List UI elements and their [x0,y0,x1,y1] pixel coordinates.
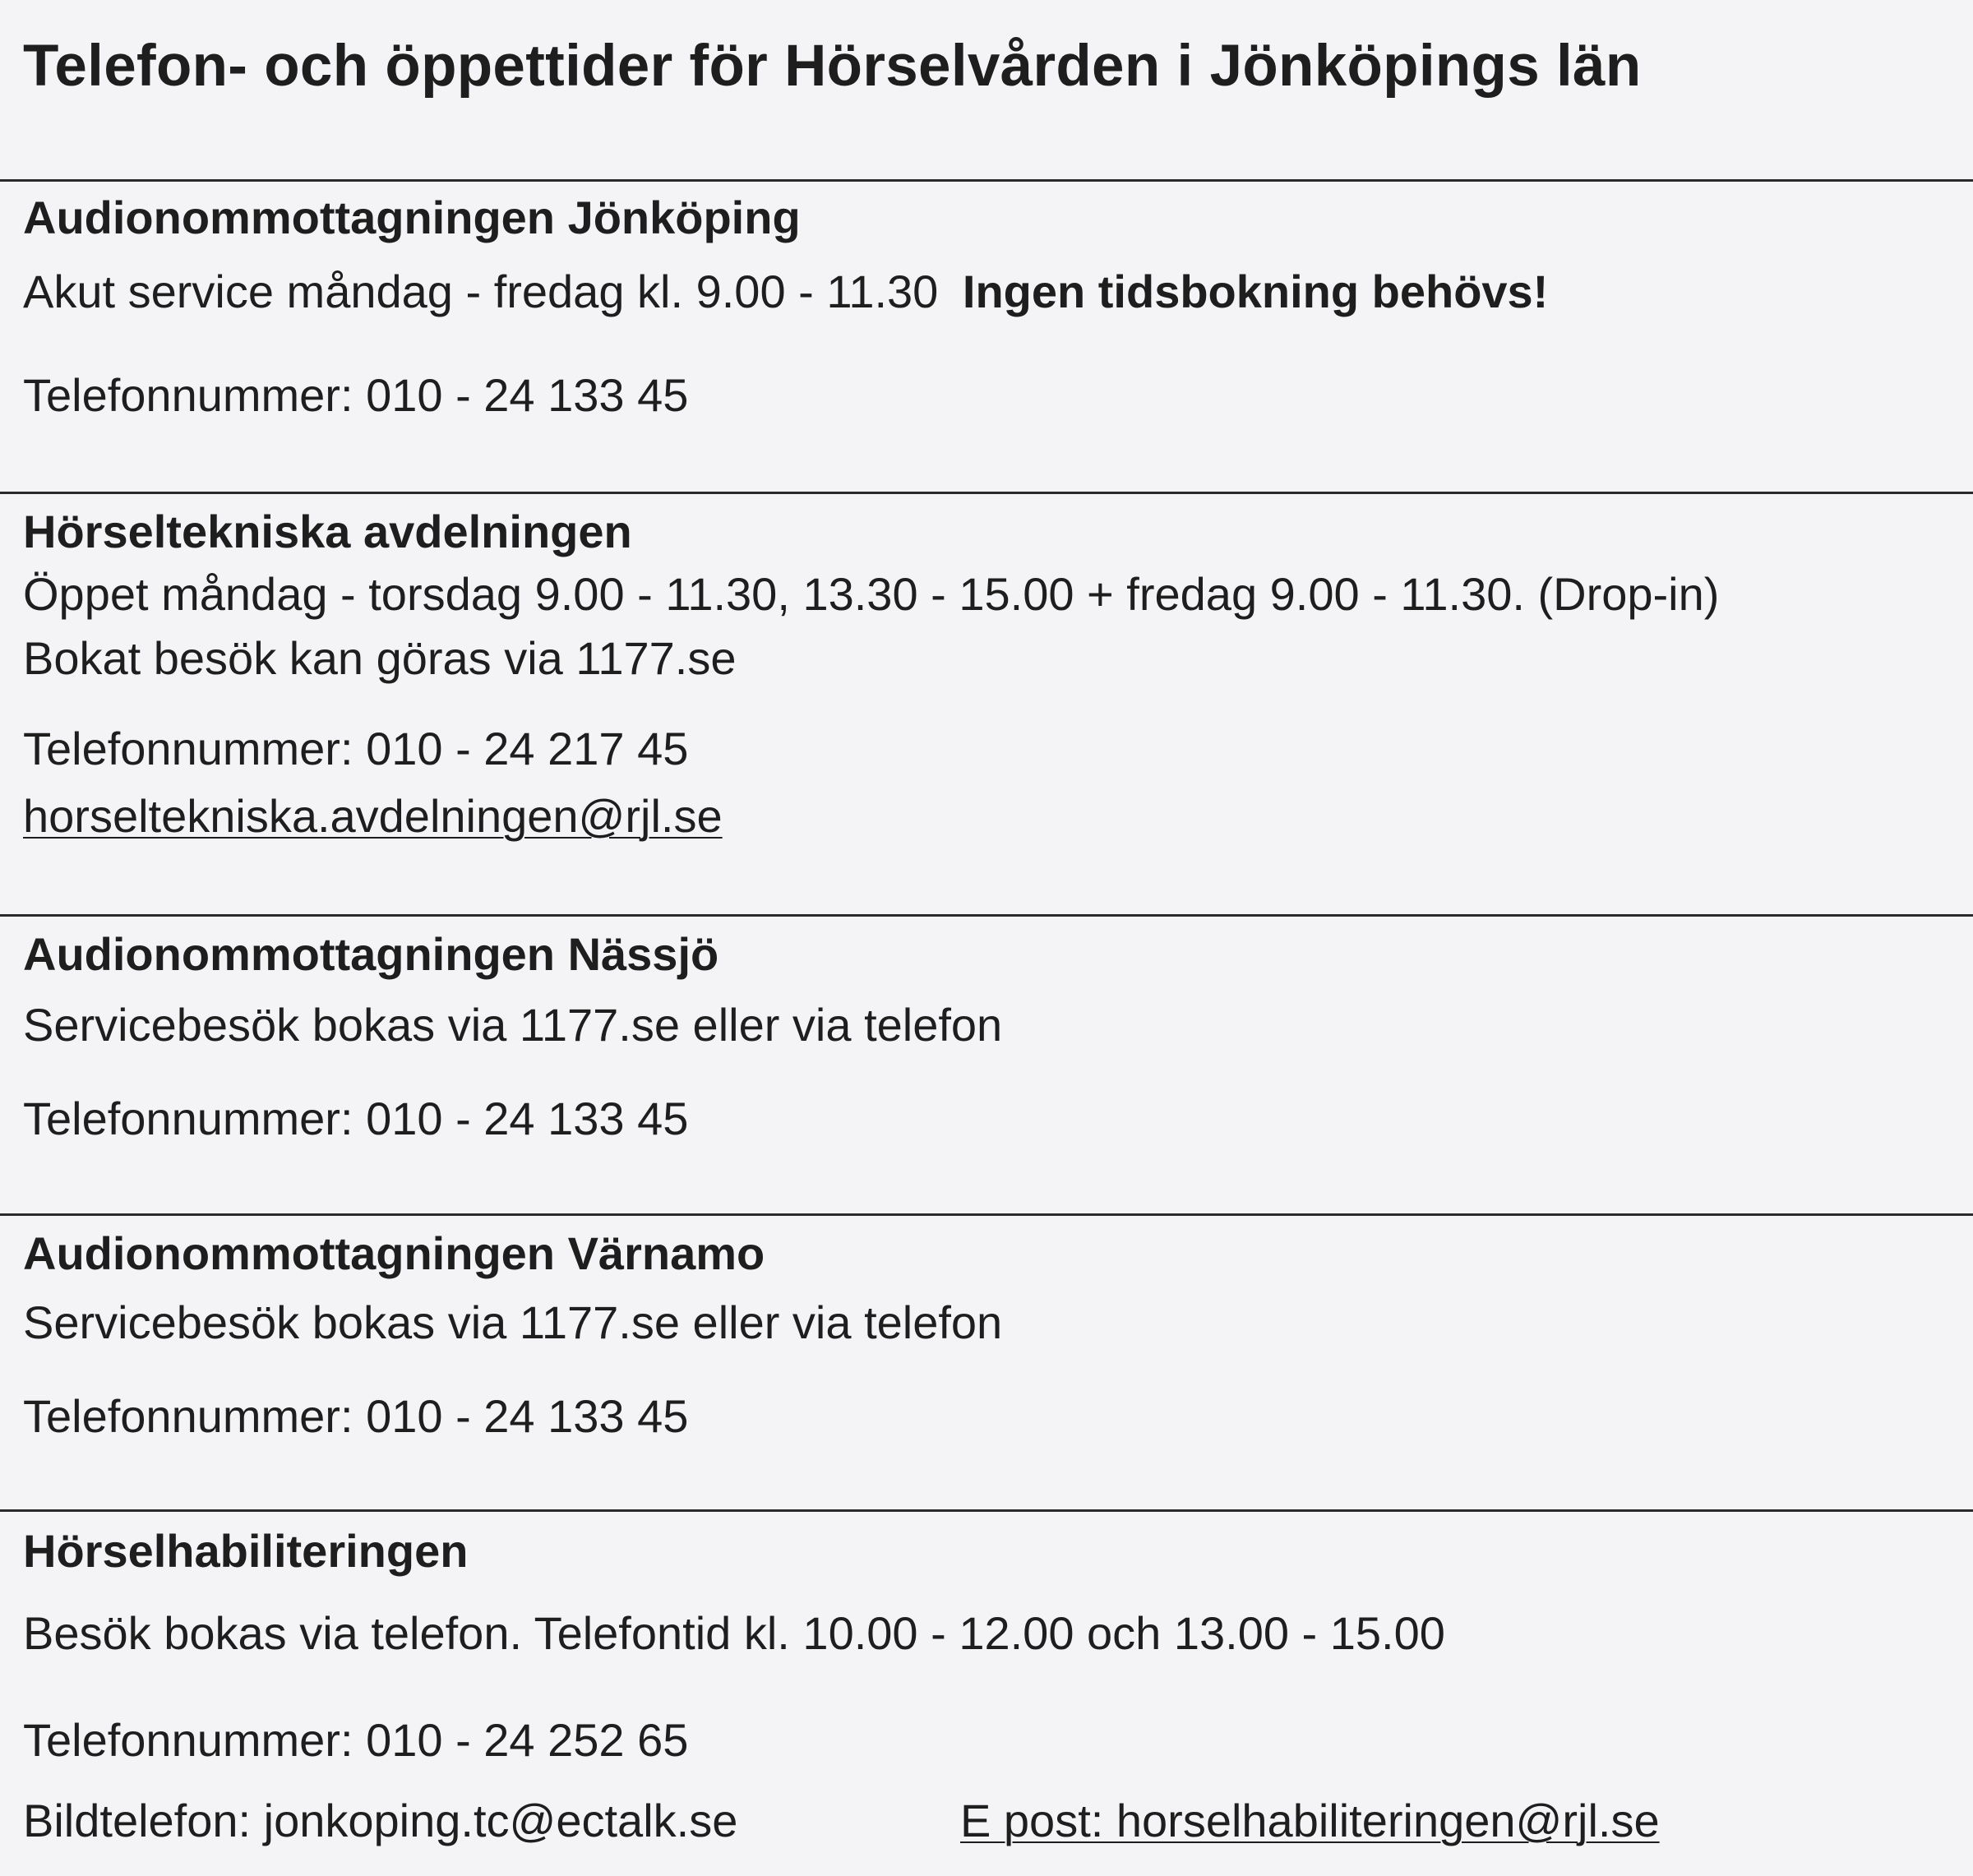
jonkoping-service-line [23,265,1548,318]
varnamo-phone: Telefonnummer: 010 - 24 133 45 [23,1390,689,1442]
horseltekniska-hours: Öppet måndag - torsdag 9.00 - 11.30, 13.30 - 15.00 + fredag 9.00 - 11.30. (Drop-in) [23,568,1720,620]
jonkoping-phone: Telefonnummer: 010 - 24 133 45 [23,369,689,421]
horseltekniska-booking: Bokat besök kan göras via 1177.se [23,632,737,684]
nassjo-service-line: Servicebesök bokas via 1177.se eller via telefon [23,999,1003,1051]
section-heading-varnamo: Audionommottagningen Värnamo [23,1227,765,1279]
section-divider [0,179,1973,182]
section-heading-horselhabiliteringen: Hörselhabiliteringen [23,1525,469,1577]
jonkoping-service-text: Akut service måndag - fredag kl. 9.00 - 11.30 [23,266,939,317]
section-heading-horseltekniska: Hörseltekniska avdelningen [23,506,632,557]
horselhabiliteringen-email-link[interactable]: E post: horselhabiliteringen@rjl.se [960,1795,1660,1846]
nassjo-phone: Telefonnummer: 010 - 24 133 45 [23,1093,689,1144]
varnamo-service-line: Servicebesök bokas via 1177.se eller via telefon [23,1296,1003,1348]
section-divider [0,1213,1973,1216]
section-heading-nassjo: Audionommottagningen Nässjö [23,928,719,980]
horselhabiliteringen-videophone: Bildtelefon: jonkoping.tc@ectalk.se [23,1795,738,1846]
horseltekniska-phone: Telefonnummer: 010 - 24 217 45 [23,723,689,774]
horseltekniska-email-link[interactable]: horseltekniska.avdelningen@rjl.se [23,790,723,842]
section-heading-jonkoping: Audionommottagningen Jönköping [23,192,801,243]
page-title: Telefon- och öppettider för Hörselvården i Jönköpings län [23,34,1642,99]
horselhabiliteringen-hours: Besök bokas via telefon. Telefontid kl. 10.00 - 12.00 och 13.00 - 15.00 [23,1607,1445,1659]
horselhabiliteringen-phone: Telefonnummer: 010 - 24 252 65 [23,1714,689,1766]
section-divider [0,1509,1973,1512]
section-divider [0,914,1973,917]
section-divider [0,492,1973,494]
jonkoping-service-note: Ingen tidsbokning behövs! [962,266,1549,317]
